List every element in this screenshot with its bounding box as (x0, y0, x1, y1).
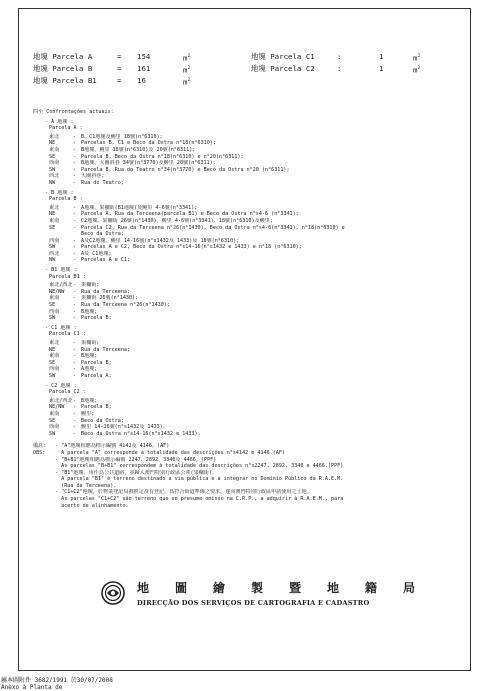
boundary-description: B地塊、大關斜巷 34號(n°3770)及鰻里 20號(n°6311); (81, 160, 216, 167)
direction-label: 東南 (49, 353, 60, 360)
confrontation-row (33, 360, 463, 367)
confrontation-row (33, 160, 463, 167)
row-dash: - (73, 346, 77, 353)
parcel-value: 16 (137, 76, 146, 85)
row-dash: - (73, 237, 77, 244)
department-name-pt: DIRECÇÃO DOS SERVIÇOS DE CARTOGRAFIA E CADASTRO (137, 599, 370, 607)
boundary-description: 鰻里; (81, 410, 95, 417)
footer-department (19, 575, 472, 635)
confrontation-row (33, 424, 463, 431)
boundary-description: Parcela B; (81, 315, 112, 322)
confrontation-row (33, 225, 463, 232)
row-dash: - (73, 410, 77, 417)
obs-line: - "A"地塊相應為標示編號 4142及 4146。(AF) (55, 443, 170, 450)
obs-line: - "C1+C2"地塊，於物業登記局被推定沒有登記，爲符合街道準線之要求，遂向澳門特別行政區申請使用之土地。 (55, 489, 312, 496)
parcel-label: 地塊 Parcela B1 (33, 76, 97, 85)
boundary-description: A及 C1地塊; (81, 250, 112, 257)
boundary-description: 果欄街; (81, 282, 100, 289)
direction-label: 東北/西北 (49, 282, 73, 289)
parcel-label: 地塊 Parcela C1 (251, 52, 315, 61)
boundary-description: Rua do Teatro; (81, 179, 124, 186)
direction-label: SW (49, 166, 56, 173)
boundary-description: Parcela B, Beco da Ostra n°18(n°6310) e n°20(n°6311); (81, 153, 244, 160)
confrontation-row (33, 251, 463, 258)
block-heading: - C2 地塊 : (45, 382, 77, 389)
confrontation-row (33, 147, 463, 154)
direction-label: SE (49, 153, 56, 160)
row-dash: - (73, 288, 77, 295)
direction-label: SW (49, 372, 56, 379)
parcel-value: 161 (137, 64, 151, 73)
direction-label: 西南 (49, 424, 60, 431)
obs-line: As parcelas "C1+C2" são terreno que se presume omisso na C.R.P., a adquirir à R.A.E.M., para (55, 496, 344, 503)
confrontation-row (33, 347, 463, 354)
unit-exponent: 2 (187, 78, 191, 83)
direction-label: SW (49, 430, 56, 437)
obs-line: A parcela "A" corresponde à totalidade das descrições n°s4142 e 4146.(AF) (55, 449, 286, 456)
direction-label: 東北/西北 (49, 397, 73, 404)
boundary-description: Parcela C2, Rua da Terceena n°26(n°1430), Beco da Ostra n°s4-6(n°3341), n°18(n°6310) e (81, 224, 345, 231)
boundary-description: Parcela B; (81, 404, 112, 411)
row-dash: - (73, 282, 77, 289)
row-dash: - (73, 250, 77, 257)
direction-label: 東南 (49, 217, 60, 224)
row-dash: - (73, 133, 77, 140)
confrontation-row (33, 244, 463, 251)
confrontation-row (33, 205, 463, 212)
parcel-row (33, 51, 453, 63)
confrontation-row (33, 404, 463, 411)
parcel-value: 154 (137, 52, 151, 61)
parcel-row (33, 75, 453, 87)
boundary-description: B地塊; (81, 353, 98, 360)
parcel-equals: = (117, 52, 122, 61)
parcel-equals: : (337, 52, 342, 61)
confrontation-row (33, 431, 463, 438)
confrontation-row (33, 309, 463, 316)
confrontation-row (33, 218, 463, 225)
direction-label: 東北 (49, 133, 60, 140)
direction-label: 東北 (49, 204, 60, 211)
direction-label: 東南 (49, 295, 60, 302)
direction-label: NW (49, 257, 56, 264)
boundary-description: B地塊、鰻里 18號(n°6310)及 20號(n°6311); (81, 146, 196, 153)
department-name-cn: 地圖繪製暨地籍局 (137, 581, 442, 595)
row-dash: - (73, 204, 77, 211)
direction-label: 西北 (49, 173, 60, 180)
block-heading: - C1 地塊 : (45, 324, 77, 331)
boundary-description: Parcela B, Rua do Teatro n°34(n°3770) e Beco da Ostra n°20 (n°6311); (81, 166, 290, 173)
confrontations-title: 四至 Confrontações actuais: (33, 109, 114, 115)
parcel-areas (33, 51, 453, 87)
obs-line: - "B+B1"地塊相應為標示編號 2247、2892、3340及 4466。(PPF) (55, 456, 217, 463)
confrontation-row (33, 238, 463, 245)
direction-label: NE (49, 140, 56, 147)
parcel-row (33, 63, 453, 75)
confrontation-row (33, 154, 463, 161)
annex-line-1: 屬本圖附件 3682/1991 於30/07/2008 (1, 677, 113, 684)
row-dash: - (73, 424, 77, 431)
direction-label: SE (49, 224, 56, 231)
boundary-description: Rua da Terceena; (81, 346, 131, 353)
row-dash: - (73, 160, 77, 167)
boundary-description: Parcelas A e C2, Beco da Ostra n°s14-16(n°s1432 e 1433) e n°18 (n°6310); (81, 244, 302, 251)
annex-note (1, 677, 113, 691)
row-dash: - (73, 146, 77, 153)
direction-label: SE (49, 359, 56, 366)
direction-label: 東北 (49, 340, 60, 346)
confrontation-block (33, 325, 463, 383)
boundary-description: A地塊; (81, 366, 98, 373)
direction-label: SW (49, 315, 56, 322)
block-heading: - B1 地塊 : (45, 267, 77, 274)
boundary-description: B、C1地塊及鰻里 18號(n°6310); (81, 133, 163, 140)
direction-label: 西南 (49, 160, 60, 167)
block-subheading: Parcela B : (49, 196, 83, 203)
parcel-equals: : (337, 64, 342, 73)
row-dash: - (73, 217, 77, 224)
department-logo-icon (101, 581, 125, 605)
row-dash: - (73, 179, 77, 186)
row-dash: - (73, 153, 77, 160)
boundary-description: Rua da Terceena n°26(n°1430); (81, 302, 170, 309)
boundary-description: Rua da Terceena; (81, 288, 131, 295)
observations (33, 443, 463, 509)
boundary-description: B地塊; (81, 397, 98, 404)
row-dash: - (73, 353, 77, 360)
direction-label: SW (49, 244, 56, 251)
confrontation-row (33, 340, 463, 347)
obs-line: A parcela "B1" é terreno destinado a via pública e a integrar no Domínio Público da R.A.E.M. (55, 476, 344, 483)
confrontation-row (33, 180, 463, 187)
unit-exponent: 2 (417, 54, 421, 59)
direction-label: NW (49, 179, 56, 186)
boundary-description: Parcela B; (81, 359, 112, 366)
boundary-description: Beco da Ostra; (81, 417, 124, 424)
boundary-description: 果欄街; (81, 340, 100, 346)
confrontation-row (33, 289, 463, 296)
row-dash: - (73, 340, 77, 346)
unit-text: m (413, 65, 418, 75)
parcel-value: 1 (379, 64, 384, 73)
confrontations-section (33, 109, 463, 509)
annex-line-2: Anexo à Planta de (1, 684, 63, 691)
row-dash: - (73, 302, 77, 309)
obs-line: (Rua da Terceena). (55, 482, 117, 489)
obs-line: - "B1"地塊，用作為公共道路，並歸入澳門特別行政區公產(果欄街)。 (55, 469, 218, 476)
direction-label: 東南 (49, 146, 60, 153)
parcel-equals: = (117, 76, 122, 85)
boundary-description: Beco da Ostra n°s14-16(n°s1432 e 1433). (81, 430, 201, 437)
parcel-unit (183, 75, 190, 88)
confrontation-row (33, 167, 463, 174)
block-subheading: Parcela C1 : (49, 331, 86, 338)
confrontation-row (33, 418, 463, 425)
block-heading: - B 地塊 : (45, 189, 74, 196)
confrontation-blocks (33, 119, 463, 441)
boundary-description: 鰻里 14-16號(n°s1432及 1433)。 (81, 424, 168, 431)
parcel-equals: = (117, 64, 122, 73)
block-subheading: Parcela A : (49, 125, 83, 132)
row-dash: - (73, 372, 77, 379)
direction-label: NE/NW (49, 288, 65, 295)
confrontation-row (33, 295, 463, 302)
boundary-description: Parcelas A e C1; (81, 257, 131, 264)
parcel-label: 地塊 Parcela A (33, 52, 93, 61)
boundary-description: A及C2地塊、鰻里 14-16號(n°s1432及 1433)及 18號(n°6310); (81, 237, 240, 244)
confrontation-row (33, 140, 463, 147)
block-heading: - A 地塊 : (45, 118, 74, 125)
obs-label-pt: OBS: (33, 449, 46, 456)
confrontation-row (33, 302, 463, 309)
confrontation-block (33, 383, 463, 441)
unit-exponent: 2 (417, 66, 421, 71)
document-page (18, 8, 471, 671)
confrontation-block (33, 267, 463, 325)
confrontation-row (33, 366, 463, 373)
obs-line: As parcelas "B+B1" correspondem à totalidade das descrições n°s2247, 2892, 3340 e 4466.(PPF) (55, 463, 344, 470)
unit-text: m (413, 53, 418, 63)
block-subheading: Parcela C2 : (49, 389, 86, 396)
direction-label: 西南 (49, 366, 60, 373)
direction-label: 西南 (49, 308, 60, 315)
row-dash: - (73, 366, 77, 373)
row-dash: - (73, 211, 77, 218)
confrontation-row (33, 173, 463, 180)
row-dash: - (73, 417, 77, 424)
obs-label-cn: 備註: (33, 443, 47, 450)
block-subheading: Parcela B1 : (49, 273, 86, 280)
row-dash: - (73, 257, 77, 264)
row-dash: - (73, 173, 77, 180)
unit-text: m (183, 65, 188, 75)
unit-exponent: 2 (187, 66, 191, 71)
confrontation-row (33, 353, 463, 360)
direction-label: 西南 (49, 237, 60, 244)
confrontation-row (33, 282, 463, 289)
row-dash: - (73, 224, 77, 231)
boundary-description: Beco da Ostra; (81, 231, 124, 238)
confrontation-row (33, 231, 463, 238)
row-dash: - (73, 244, 77, 251)
row-dash: - (73, 404, 77, 411)
row-dash: - (73, 397, 77, 404)
parcel-label: 地塊 Parcela B (33, 64, 93, 73)
row-dash: - (73, 315, 77, 322)
boundary-description: A地塊、果欄街(B1地塊)及鰻里 4-6號(n°3341); (81, 204, 198, 211)
confrontation-row (33, 315, 463, 322)
obs-line: acerto de alinhamento. (55, 502, 129, 509)
confrontation-row (33, 373, 463, 380)
obs-lines (33, 443, 463, 509)
direction-label: SE (49, 417, 56, 424)
direction-label: NE (49, 211, 56, 218)
direction-label: NE/NW (49, 404, 65, 411)
boundary-description: C2地塊、果欄街 26號(n°1430)、鰻里 4-6號(n°3341)、18號(n°6310)及鰻里; (81, 217, 273, 224)
parcel-value: 1 (379, 52, 384, 61)
direction-label: 西北 (49, 250, 60, 257)
confrontation-row (33, 134, 463, 141)
boundary-description: Parcela A, Rua da Terceena(parcela B1) e Beco da Ostra n°s4-6 (n°3341); (81, 211, 299, 218)
row-dash: - (73, 295, 77, 302)
boundary-description: 果欄街 26號(n°1430); (81, 295, 139, 302)
boundary-description: 大關斜巷; (81, 173, 105, 180)
row-dash: - (73, 359, 77, 366)
confrontation-block (33, 190, 463, 268)
boundary-description: Parcelas B, C1 e Beco da Ostra n°18(n°6310); (81, 140, 216, 147)
row-dash: - (73, 140, 77, 147)
row-dash: - (73, 166, 77, 173)
confrontation-row (33, 211, 463, 218)
unit-text: m (183, 53, 188, 63)
confrontation-block (33, 119, 463, 190)
confrontation-row (33, 257, 463, 264)
parcel-label: 地塊 Parcela C2 (251, 64, 315, 73)
confrontation-row (33, 411, 463, 418)
direction-label: 東南 (49, 410, 60, 417)
boundary-description: B地塊; (81, 308, 98, 315)
unit-exponent: 2 (187, 54, 191, 59)
row-dash: - (73, 308, 77, 315)
confrontation-row (33, 398, 463, 405)
boundary-description: Parcela A; (81, 372, 112, 379)
direction-label: NE (49, 346, 56, 353)
direction-label: SE (49, 302, 56, 309)
unit-text: m (183, 77, 188, 87)
row-dash: - (73, 430, 77, 437)
